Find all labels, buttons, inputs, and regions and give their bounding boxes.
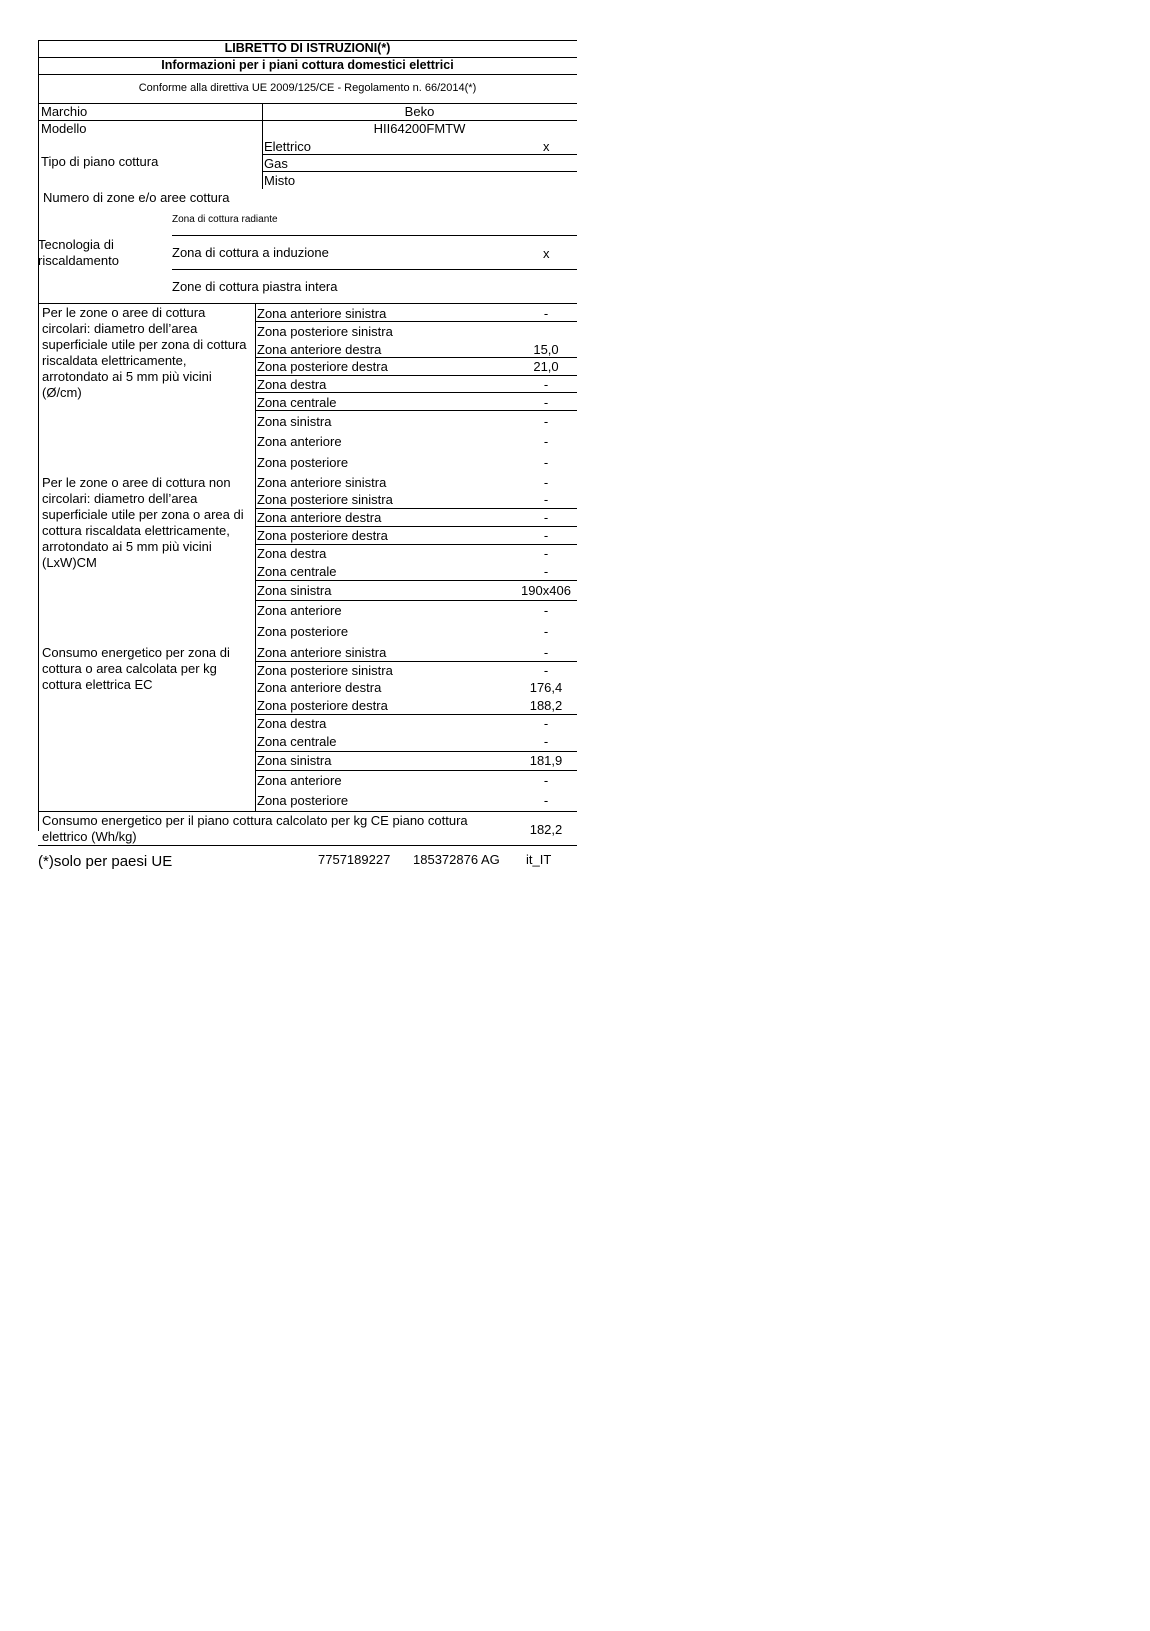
circ-zone-9: Zona posteriore <box>257 455 349 470</box>
circ-zone-4: Zona posteriore destra <box>257 359 388 374</box>
hob-type-gas: Gas <box>264 156 288 171</box>
circ-zone-3: Zona anteriore destra <box>257 342 382 357</box>
zones-count-label: Numero di zone e/o aree cottura <box>43 190 230 205</box>
model-value: HII64200FMTW <box>373 121 466 136</box>
noncirc-value-4: - <box>543 528 549 543</box>
noncirc-zone-2: Zona posteriore sinistra <box>257 492 393 507</box>
cons-zone-9: Zona posteriore <box>257 793 349 808</box>
noncirc-value-2: - <box>543 492 549 507</box>
noncirc-value-5: - <box>543 546 549 561</box>
circ-zone-7: Zona sinistra <box>257 414 332 429</box>
hob-type-label: Tipo di piano cottura <box>41 154 159 169</box>
cons-zone-3: Zona anteriore destra <box>257 680 382 695</box>
cons-zone-4: Zona posteriore destra <box>257 698 388 713</box>
noncirc-value-9: - <box>543 624 549 639</box>
doc-title: LIBRETTO DI ISTRUZIONI(*) <box>224 41 391 55</box>
cons-value-9: - <box>543 793 549 808</box>
consumption-label: Consumo energetico per zona di cottura o area calcolata per kg cottura elettrica EC <box>42 645 230 692</box>
cons-zone-5: Zona destra <box>257 716 327 731</box>
cons-zone-6: Zona centrale <box>257 734 337 749</box>
cons-value-4: 188,2 <box>529 698 563 713</box>
cons-value-2: - <box>543 663 549 678</box>
noncirc-zone-1: Zona anteriore sinistra <box>257 475 387 490</box>
heating-induction-mark: x <box>543 246 550 261</box>
circ-zone-8: Zona anteriore <box>257 434 342 449</box>
circ-value-8: - <box>543 434 549 449</box>
hob-type-electric: Elettrico <box>264 139 311 154</box>
noncirc-zone-3: Zona anteriore destra <box>257 510 382 525</box>
circ-value-3: 15,0 <box>533 342 559 357</box>
circ-value-7: - <box>543 414 549 429</box>
cons-value-6: - <box>543 734 549 749</box>
circular-label: Per le zone o aree di cottura circolari: diametro dell’area superficiale utile per zona di cottura riscaldata elettricamente, arrotondato ai 5 mm più vicini (Ø/cm) <box>42 305 247 400</box>
cons-zone-1: Zona anteriore sinistra <box>257 645 387 660</box>
circ-value-9: - <box>543 455 549 470</box>
noncirc-zone-8: Zona anteriore <box>257 603 342 618</box>
noncirc-zone-4: Zona posteriore destra <box>257 528 388 543</box>
heating-induction: Zona di cottura a induzione <box>172 245 329 260</box>
heating-radiant: Zona di cottura radiante <box>172 214 278 225</box>
footer-code-2: 185372876 AG <box>413 852 500 867</box>
cons-zone-2: Zona posteriore sinistra <box>257 663 393 678</box>
circ-value-5: - <box>543 377 549 392</box>
cons-value-7: 181,9 <box>529 753 563 768</box>
cons-value-5: - <box>543 716 549 731</box>
doc-subtitle: Informazioni per i piani cottura domestici elettrici <box>161 58 454 72</box>
brand-label: Marchio <box>41 104 88 119</box>
circ-zone-6: Zona centrale <box>257 395 337 410</box>
noncirc-value-1: - <box>543 475 549 490</box>
noncircular-label: Per le zone o aree di cottura non circolari: diametro dell’area superficiale utile per zona o area di cottura riscaldata elettricamente, arrotondato ai 5 mm più vicini (LxW)CM <box>42 475 244 570</box>
cons-value-8: - <box>543 773 549 788</box>
noncirc-zone-5: Zona destra <box>257 546 327 561</box>
brand-value: Beko <box>404 104 435 119</box>
total-value: 182,2 <box>529 822 563 837</box>
circ-zone-2: Zona posteriore sinistra <box>257 324 393 339</box>
cons-zone-8: Zona anteriore <box>257 773 342 788</box>
hob-type-mixed: Misto <box>264 173 296 188</box>
noncirc-zone-7: Zona sinistra <box>257 583 332 598</box>
footer-note: (*)solo per paesi UE <box>38 853 173 870</box>
noncirc-value-7: 190x406 <box>521 583 571 598</box>
total-label: Consumo energetico per il piano cottura calcolato per kg CE piano cottura elettrico (Wh/kg) <box>42 813 468 844</box>
circ-value-6: - <box>543 395 549 410</box>
heating-full-plate: Zone di cottura piastra intera <box>172 279 338 294</box>
noncirc-zone-6: Zona centrale <box>257 564 337 579</box>
footer-locale: it_IT <box>526 852 552 867</box>
noncirc-value-8: - <box>543 603 549 618</box>
circ-zone-5: Zona destra <box>257 377 327 392</box>
cons-value-3: 176,4 <box>529 680 563 695</box>
cons-zone-7: Zona sinistra <box>257 753 332 768</box>
model-label: Modello <box>41 121 87 136</box>
footer-code-1: 7757189227 <box>318 852 391 867</box>
noncirc-zone-9: Zona posteriore <box>257 624 349 639</box>
cons-value-1: - <box>543 645 549 660</box>
noncirc-value-6: - <box>543 564 549 579</box>
circ-zone-1: Zona anteriore sinistra <box>257 306 387 321</box>
heating-label: Tecnologia di riscaldamento <box>38 237 119 268</box>
hob-type-electric-mark: x <box>543 139 550 154</box>
circ-value-1: - <box>543 306 549 321</box>
directive-text: Conforme alla direttiva UE 2009/125/CE - Regolamento n. 66/2014(*) <box>138 82 477 94</box>
circ-value-4: 21,0 <box>533 359 559 374</box>
noncirc-value-3: - <box>543 510 549 525</box>
